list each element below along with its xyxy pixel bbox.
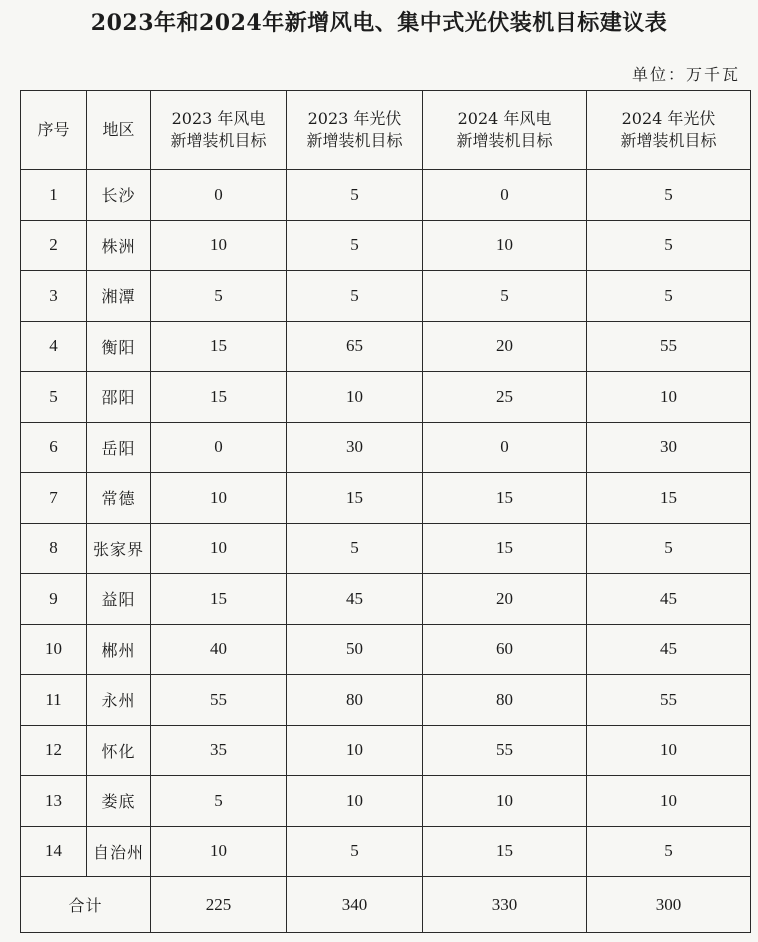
cell-wind-2024: 0 — [423, 170, 587, 221]
table-row — [21, 574, 751, 625]
cell-pv-2023: 5 — [287, 271, 423, 322]
cell-wind-2024: 25 — [423, 372, 587, 423]
cell-wind-2023: 0 — [151, 170, 287, 221]
cell-pv-2024: 55 — [587, 675, 751, 726]
cell-pv-2023: 65 — [287, 321, 423, 372]
table-row — [21, 321, 751, 372]
table-row — [21, 372, 751, 423]
cell-area: 张家界 — [87, 523, 151, 574]
table-row — [21, 624, 751, 675]
cell-pv-2023: 45 — [287, 574, 423, 625]
table-row — [21, 675, 751, 726]
total-wind-2024: 330 — [423, 877, 587, 933]
cell-wind-2023: 15 — [151, 372, 287, 423]
header-pv-2023 — [287, 91, 423, 170]
document-title: 2023年和2024年新增风电、集中式光伏装机目标建议表 — [90, 10, 668, 36]
cell-wind-2024: 15 — [423, 473, 587, 524]
cell-wind-2023: 15 — [151, 574, 287, 625]
table-row — [21, 170, 751, 221]
header-wind-2023-line2: 新增装机目标 — [170, 131, 267, 150]
cell-wind-2024: 15 — [423, 523, 587, 574]
total-pv-2024: 300 — [587, 877, 751, 933]
cell-pv-2024: 5 — [587, 826, 751, 877]
table-row — [21, 473, 751, 524]
total-pv-2023: 340 — [287, 877, 423, 933]
cell-pv-2024: 5 — [587, 523, 751, 574]
cell-area: 岳阳 — [87, 422, 151, 473]
cell-pv-2024: 10 — [587, 776, 751, 827]
cell-pv-2023: 30 — [287, 422, 423, 473]
cell-area: 永州 — [87, 675, 151, 726]
cell-wind-2023: 10 — [151, 473, 287, 524]
cell-pv-2024: 45 — [587, 574, 751, 625]
table-row — [21, 422, 751, 473]
header-wind-2024 — [423, 91, 587, 170]
cell-wind-2023: 10 — [151, 523, 287, 574]
cell-wind-2024: 20 — [423, 574, 587, 625]
cell-wind-2024: 55 — [423, 725, 587, 776]
cell-no: 7 — [21, 473, 87, 524]
cell-pv-2023: 80 — [287, 675, 423, 726]
header-wind-2024-line1: 2024 年风电 — [457, 109, 552, 128]
cell-area: 自治州 — [87, 826, 151, 877]
cell-wind-2023: 0 — [151, 422, 287, 473]
header-wind-2024-line2: 新增装机目标 — [456, 131, 553, 150]
table-row — [21, 271, 751, 322]
cell-area: 郴州 — [87, 624, 151, 675]
cell-wind-2023: 5 — [151, 776, 287, 827]
unit-label: 单位：万千瓦 — [631, 65, 740, 84]
table-row — [21, 220, 751, 271]
cell-area: 衡阳 — [87, 321, 151, 372]
cell-no: 10 — [21, 624, 87, 675]
targets-table — [20, 90, 751, 933]
cell-area: 怀化 — [87, 725, 151, 776]
total-wind-2023: 225 — [151, 877, 287, 933]
cell-pv-2024: 45 — [587, 624, 751, 675]
table-row — [21, 826, 751, 877]
header-pv-2024-line1: 2024 年光伏 — [621, 109, 716, 128]
cell-no: 13 — [21, 776, 87, 827]
cell-wind-2024: 80 — [423, 675, 587, 726]
cell-area: 株洲 — [87, 220, 151, 271]
header-pv-2023-line1: 2023 年光伏 — [307, 109, 402, 128]
cell-pv-2024: 10 — [587, 372, 751, 423]
header-pv-2023-line2: 新增装机目标 — [306, 131, 403, 150]
cell-pv-2023: 50 — [287, 624, 423, 675]
cell-wind-2023: 5 — [151, 271, 287, 322]
cell-pv-2023: 5 — [287, 523, 423, 574]
cell-area: 益阳 — [87, 574, 151, 625]
cell-no: 8 — [21, 523, 87, 574]
cell-pv-2023: 5 — [287, 826, 423, 877]
cell-pv-2023: 10 — [287, 776, 423, 827]
total-label: 合计 — [21, 877, 151, 933]
cell-no: 9 — [21, 574, 87, 625]
header-wind-2023-line1: 2023 年风电 — [171, 109, 266, 128]
cell-pv-2023: 15 — [287, 473, 423, 524]
cell-wind-2024: 20 — [423, 321, 587, 372]
cell-pv-2024: 10 — [587, 725, 751, 776]
table-row — [21, 523, 751, 574]
cell-no: 1 — [21, 170, 87, 221]
cell-area: 湘潭 — [87, 271, 151, 322]
cell-pv-2023: 5 — [287, 170, 423, 221]
cell-pv-2023: 5 — [287, 220, 423, 271]
cell-area: 长沙 — [87, 170, 151, 221]
cell-no: 5 — [21, 372, 87, 423]
header-no: 序号 — [21, 91, 87, 170]
cell-wind-2023: 40 — [151, 624, 287, 675]
cell-wind-2023: 35 — [151, 725, 287, 776]
cell-wind-2023: 10 — [151, 826, 287, 877]
table-row — [21, 725, 751, 776]
total-row — [21, 877, 751, 933]
cell-area: 常德 — [87, 473, 151, 524]
table-header-row — [21, 91, 751, 170]
cell-wind-2024: 0 — [423, 422, 587, 473]
header-wind-2023 — [151, 91, 287, 170]
cell-pv-2024: 30 — [587, 422, 751, 473]
cell-pv-2023: 10 — [287, 372, 423, 423]
cell-no: 3 — [21, 271, 87, 322]
header-pv-2024-line2: 新增装机目标 — [620, 131, 717, 150]
table-row — [21, 776, 751, 827]
cell-pv-2024: 15 — [587, 473, 751, 524]
cell-pv-2024: 5 — [587, 271, 751, 322]
cell-pv-2023: 10 — [287, 725, 423, 776]
cell-wind-2023: 55 — [151, 675, 287, 726]
cell-no: 11 — [21, 675, 87, 726]
cell-pv-2024: 55 — [587, 321, 751, 372]
cell-wind-2023: 15 — [151, 321, 287, 372]
cell-wind-2024: 5 — [423, 271, 587, 322]
cell-area: 娄底 — [87, 776, 151, 827]
cell-wind-2024: 10 — [423, 220, 587, 271]
cell-area: 邵阳 — [87, 372, 151, 423]
cell-no: 2 — [21, 220, 87, 271]
cell-pv-2024: 5 — [587, 170, 751, 221]
cell-wind-2024: 60 — [423, 624, 587, 675]
cell-no: 14 — [21, 826, 87, 877]
header-area: 地区 — [87, 91, 151, 170]
cell-pv-2024: 5 — [587, 220, 751, 271]
cell-wind-2023: 10 — [151, 220, 287, 271]
cell-wind-2024: 15 — [423, 826, 587, 877]
cell-wind-2024: 10 — [423, 776, 587, 827]
cell-no: 12 — [21, 725, 87, 776]
cell-no: 4 — [21, 321, 87, 372]
cell-no: 6 — [21, 422, 87, 473]
header-pv-2024 — [587, 91, 751, 170]
